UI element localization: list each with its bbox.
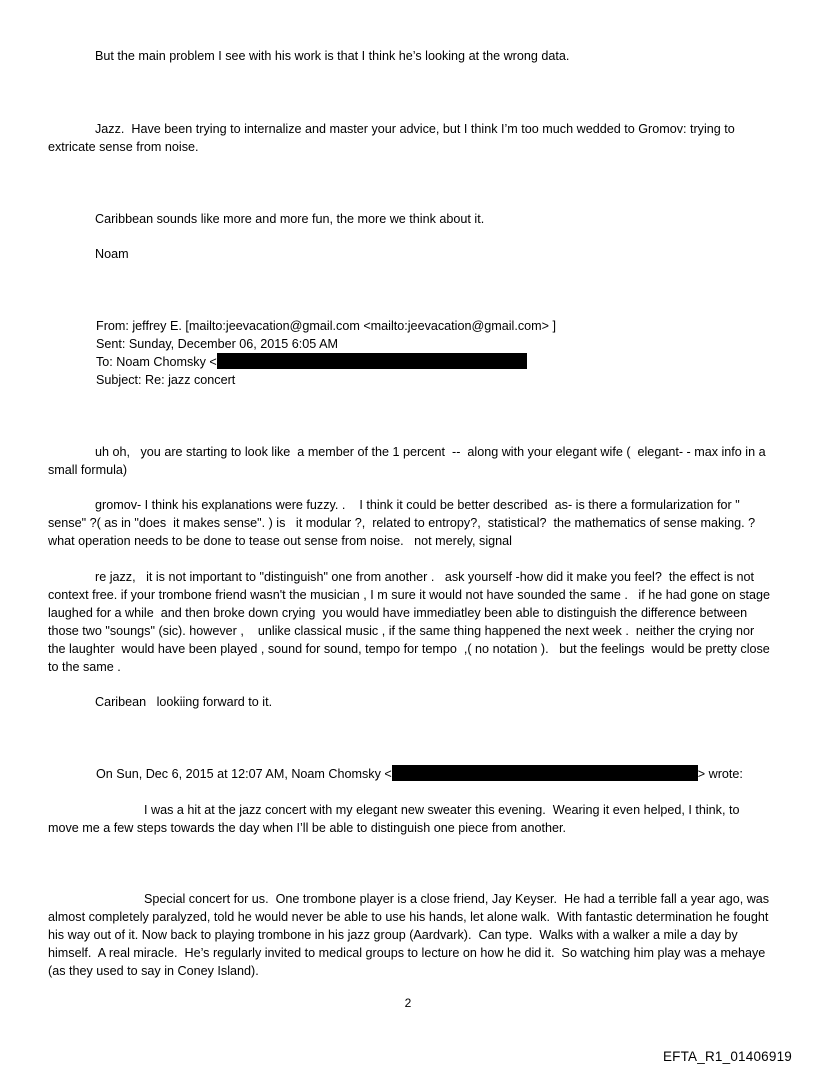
paragraph: re jazz, it is not important to "distinguish" one from another . ask yourself -how did it make you feel? the effect is not context free. if your trombone friend wasn't the musician , I m sure it would not have sounded the same . if he had gone on stage laughed for a while and then broke down crying you would have immediatley been able to distinguish the difference between those two "soungs" (sic). however , unlike classical music , if the same thing happened the next week . neither the crying nor the laughter would have been played , sound for sound, tempo for tempo ,( no notation ). but the feelings would be pretty close to the same . bbox=[48, 570, 774, 674]
header-sent: Sent: Sunday, December 06, 2015 6:05 AM bbox=[96, 337, 338, 351]
paragraph: Caribean lookiing forward to it. bbox=[95, 695, 273, 709]
paragraph: uh oh, you are starting to look like a member of the 1 percent -- along with your elegant wife ( elegant- - max info in a small formula) bbox=[48, 445, 770, 477]
paragraph: Jazz. Have been trying to internalize and master your advice, but I think I’m too much wedded to Gromov: trying to extricate sense from noise. bbox=[48, 122, 739, 154]
quote-attribution bbox=[96, 765, 743, 783]
page-number: 2 bbox=[404, 996, 412, 1010]
header-to-label: To: Noam Chomsky < bbox=[96, 355, 217, 369]
redaction-bar bbox=[392, 765, 698, 781]
quote-attribution-suffix: > wrote: bbox=[697, 767, 743, 781]
paragraph: gromov- I think his explanations were fuzzy. . I think it could be better described as- is there a formularization for " sense" ?( as in "does it makes sense". ) is it modular ?, related to entropy?, statistical? the mathematics of sense making. ? what operation needs to be done to tease out sense from noise. not merely, signal bbox=[48, 498, 763, 548]
quoted-paragraph: Special concert for us. One trombone player is a close friend, Jay Keyser. He had a terrible fall a year ago, was almost completely paralyzed, told he would never be able to use his hands, let alone walk. With fantastic determination he fought his way out of it. Now back to playing trombone in his jazz group (Aardvark). Can type. Walks with a walker a mile a day by himself. A real miracle. He’s regularly invited to medical groups to lecture on how he did it. So watching him play was a mehaye (as they used to say in Coney Island). bbox=[48, 892, 773, 978]
redaction-bar bbox=[217, 353, 527, 369]
paragraph: Caribbean sounds like more and more fun, the more we think about it. bbox=[95, 212, 485, 226]
document-id: EFTA_R1_01406919 bbox=[662, 1049, 792, 1064]
header-subject: Subject: Re: jazz concert bbox=[96, 373, 236, 387]
paragraph: But the main problem I see with his work is that I think he’s looking at the wrong data. bbox=[95, 49, 570, 63]
quote-attribution-prefix: On Sun, Dec 6, 2015 at 12:07 AM, Noam Chomsky < bbox=[96, 767, 392, 781]
signature: Noam bbox=[95, 247, 129, 261]
header-to bbox=[96, 353, 527, 371]
quoted-paragraph: I was a hit at the jazz concert with my elegant new sweater this evening. Wearing it even helped, I think, to move me a few steps towards the day when I’ll be able to distinguish one piece from another. bbox=[48, 803, 743, 835]
header-from: From: jeffrey E. [mailto:jeevacation@gmail.com <mailto:jeevacation@gmail.com> ] bbox=[96, 319, 556, 333]
